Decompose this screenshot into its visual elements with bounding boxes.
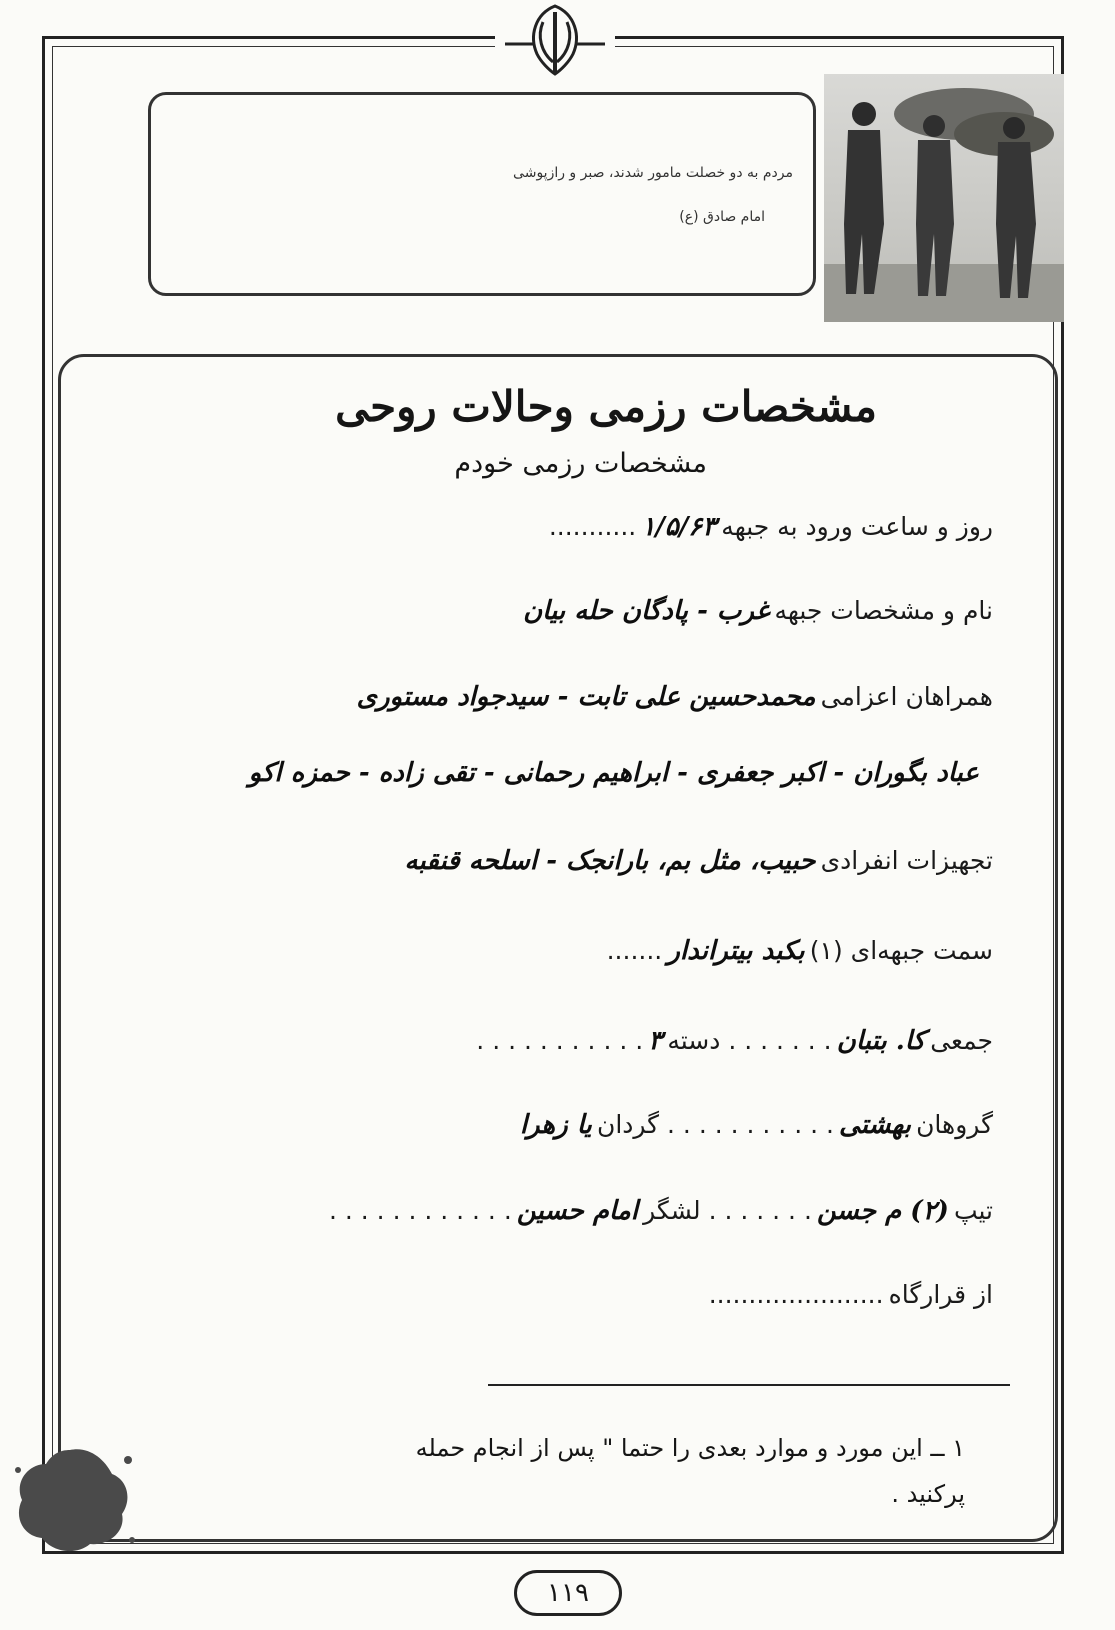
field-company: گروهان بهشتی . . . . . . . . . . . گردان یا زهرا [519,1110,993,1140]
field-middle-label: گردان [596,1110,660,1139]
field-value: عباد بگوران - اکبر جعفری - ابراهیم رحمانی - تقی زاده - حمزه اکو [248,758,979,788]
footnote-line-2: پرکنید . [891,1480,965,1508]
footnote-line-1: ۱ ــ این مورد و موارد بعدی را حتما " پس از انجام حمله [415,1434,965,1462]
field-middle-label: لشگر [643,1196,701,1225]
field-dots: ........... [548,512,637,541]
field-value-2: امام حسین [516,1196,639,1226]
field-value: ۱/۵/۶۳ [641,512,717,542]
field-label: همراهان اعزامی [820,682,993,711]
iran-emblem-icon [495,0,615,80]
field-value: غرب - پادگان حله بیان [523,596,770,626]
field-value-2: ۳ [648,1026,663,1056]
field-dots: ....... [606,936,663,965]
field-equipment [405,846,993,876]
field-value: بکبد بیتراندار [667,936,805,966]
field-value: بهشتی [839,1110,911,1140]
soldiers-photo [824,74,1064,322]
page-subtitle: مشخصات رزمی خودم [454,448,707,479]
quote-box [148,92,816,296]
field-front-name [523,596,993,626]
field-value-2: یا زهرا [519,1110,592,1140]
quote-source: امام صادق (ع) [679,209,765,225]
field-headquarters [709,1280,993,1309]
field-label: روز و ساعت ورود به جبهه [721,512,993,541]
field-value: کا. بتبان [836,1026,926,1056]
field-dots: ...................... [708,1280,884,1309]
ink-stain [8,1440,138,1560]
field-label: نام و مشخصات جبهه [774,596,993,625]
field-brigade: تیپ (۲) م جسن . . . . . . . لشگر امام حسین . . . . . . . . . . . . [329,1196,993,1226]
field-label: از قرارگاه [888,1280,993,1309]
field-label: تجهیزات انفرادی [820,846,993,875]
field-value: حبیب، مثل بم، بارانجک - اسلحه قنقبه [404,846,816,876]
field-label: گروهان [916,1110,993,1139]
footnote-divider [488,1384,1010,1386]
page-number: ۱۱۹ [514,1570,622,1616]
field-label: تیپ [953,1196,993,1225]
field-unit: جمعی کا. بتبان . . . . . . . دسته ۳ . . . . . . . . . . . [476,1026,993,1056]
field-front-role [607,936,993,966]
page-title: مشخصات رزمی وحالات روحی [335,382,877,431]
field-value: (۲) م جسن [817,1196,949,1226]
field-middle-label: دسته [667,1026,721,1055]
quote-text: مردم به دو خصلت مامور شدند، صبر و رازپوشی [513,165,793,181]
field-entry-date [549,512,993,542]
field-label: سمت جبهه‌ای (۱) [809,936,993,965]
field-value: محمدحسین علی تابت - سیدجواد مستوری [356,682,816,712]
field-companions-continued [249,758,979,788]
field-label: جمعی [930,1026,993,1055]
field-companions [357,682,993,712]
